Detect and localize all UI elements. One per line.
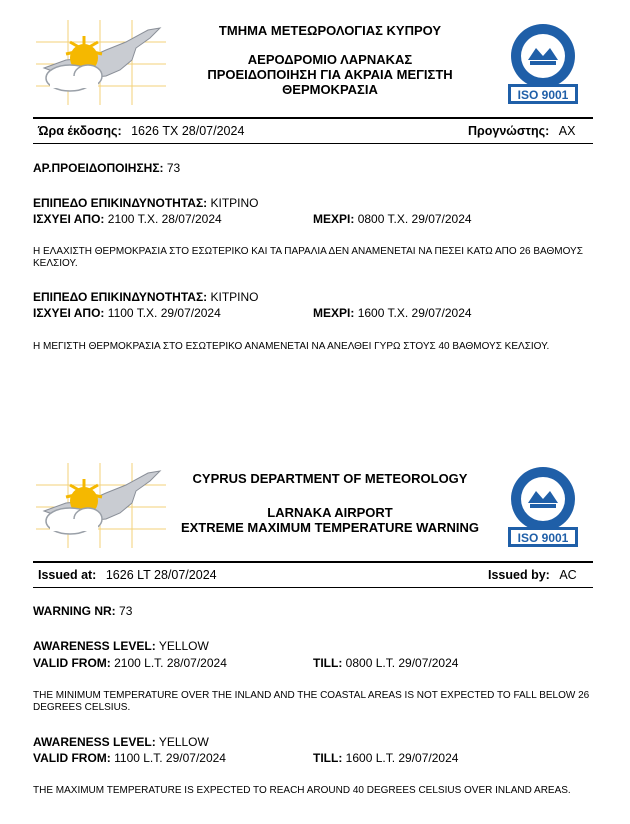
- warning-title-line2: ΘΕΡΜΟΚΡΑΣΙΑ: [282, 82, 378, 97]
- english-w1-text: THE MINIMUM TEMPERATURE OVER THE INLAND AND THE COASTAL AREAS IS NOT EXPECTED TO FALL BELOW 26 DEGREES CELSIUS.: [33, 690, 590, 713]
- english-header-top-rule: [33, 561, 593, 563]
- english-w2-from: VALID FROM: 1100 L.T. 29/07/2024: [33, 751, 226, 765]
- english-header-bottom-rule: [33, 587, 593, 588]
- issued-label: Ώρα έκδοσης:: [38, 124, 122, 138]
- greek-w1-from: ΙΣΧΥΕΙ ΑΠΟ: 2100 Τ.Χ. 28/07/2024: [33, 212, 222, 226]
- greek-header-top-rule: [33, 117, 593, 119]
- english-warning-number: WARNING NR: 73: [33, 604, 133, 618]
- warning-title-line1: EXTREME MAXIMUM TEMPERATURE WARNING: [180, 520, 480, 535]
- greek-warning-number: ΑΡ.ΠΡΟΕΙΔΟΠΟΙΗΣΗΣ: 73: [33, 161, 181, 175]
- iso-badge-text: ISO 9001: [517, 88, 569, 102]
- greek-header-bottom-rule: [33, 143, 593, 144]
- greek-forecaster: [468, 124, 575, 138]
- greek-w2-level: ΕΠΙΠΕΔΟ ΕΠΙΚΙΝΔΥΝΟΤΗΤΑΣ: ΚΙΤΡΙΝΟ: [33, 290, 259, 304]
- issued-by-label: Issued by:: [488, 568, 550, 582]
- issued-value: 1626 LT 28/07/2024: [105, 568, 217, 582]
- weather-logo-icon: [36, 463, 166, 548]
- iso-badge-text: ISO 9001: [517, 531, 569, 545]
- english-issued: [38, 568, 217, 582]
- english-issued-by: [488, 568, 577, 582]
- station-title: LARNAKA AIRPORT: [267, 505, 393, 520]
- dept-title: ΤΜΗΜΑ ΜΕΤΕΩΡΟΛΟΓΙΑΣ ΚΥΠΡΟΥ: [218, 23, 442, 38]
- english-w1-level: AWARENESS LEVEL: YELLOW: [33, 639, 209, 653]
- issued-label: Issued at:: [38, 568, 97, 582]
- greek-w2-text: Η ΜΕΓΙΣΤΗ ΘΕΡΜΟΚΡΑΣΙΑ ΣΤΟ ΕΣΩΤΕΡΙΚΟ ΑΝΑΜΕΝΕΤΑΙ ΝΑ ΑΝΕΛΘΕΙ ΓΥΡΩ ΣΤΟΥΣ 40 ΒΑΘΜΟΥΣ ΚΕΛΣΙΟΥ.: [33, 341, 550, 352]
- iso-certification-icon: [500, 463, 586, 549]
- greek-w1-till: ΜΕΧΡΙ: 0800 Τ.Χ. 29/07/2024: [313, 212, 472, 226]
- iso-certification-icon: [500, 20, 586, 106]
- english-w2-level: AWARENESS LEVEL: YELLOW: [33, 735, 209, 749]
- greek-w2-from: ΙΣΧΥΕΙ ΑΠΟ: 1100 Τ.Χ. 29/07/2024: [33, 306, 221, 320]
- weather-logo-icon: [36, 20, 166, 105]
- greek-issued: [38, 124, 244, 138]
- issued-value: 1626 TX 28/07/2024: [131, 124, 245, 138]
- english-w1-from: VALID FROM: 2100 L.T. 28/07/2024: [33, 656, 227, 670]
- dept-title: CYPRUS DEPARTMENT OF METEOROLOGY: [192, 471, 468, 486]
- greek-w2-till: ΜΕΧΡΙ: 1600 Τ.Χ. 29/07/2024: [313, 306, 472, 320]
- forecaster-value: AX: [558, 124, 576, 138]
- greek-w1-text: Η ΕΛΑΧΙΣΤΗ ΘΕΡΜΟΚΡΑΣΙΑ ΣΤΟ ΕΣΩΤΕΡΙΚΟ ΚΑΙ ΤΑ ΠΑΡΑΛΙΑ ΔΕΝ ΑΝΑΜΕΝΕΤΑΙ ΝΑ ΠΕΣΕΙ ΚΑΤΩ ΑΠΟ 26 ΒΑΘΜΟΥΣ ΚΕΛΣΙΟΥ.: [33, 246, 583, 269]
- greek-w1-level: ΕΠΙΠΕΔΟ ΕΠΙΚΙΝΔΥΝΟΤΗΤΑΣ: ΚΙΤΡΙΝΟ: [33, 196, 259, 210]
- english-w1-till: TILL: 0800 L.T. 29/07/2024: [313, 656, 459, 670]
- forecaster-label: Προγνώστης:: [468, 124, 550, 138]
- english-w2-till: TILL: 1600 L.T. 29/07/2024: [313, 751, 459, 765]
- issued-by-value: AC: [559, 568, 577, 582]
- english-w2-text: THE MAXIMUM TEMPERATURE IS EXPECTED TO REACH AROUND 40 DEGREES CELSIUS OVER INLAND AREAS.: [33, 785, 571, 796]
- station-title: ΑΕΡΟΔΡΟΜΙΟ ΛΑΡΝΑΚΑΣ: [247, 52, 413, 67]
- warning-title-line1: ΠΡΟΕΙΔΟΠΟΙΗΣΗ ΓΙΑ ΑΚΡΑΙΑ ΜΕΓΙΣΤΗ: [207, 67, 453, 82]
